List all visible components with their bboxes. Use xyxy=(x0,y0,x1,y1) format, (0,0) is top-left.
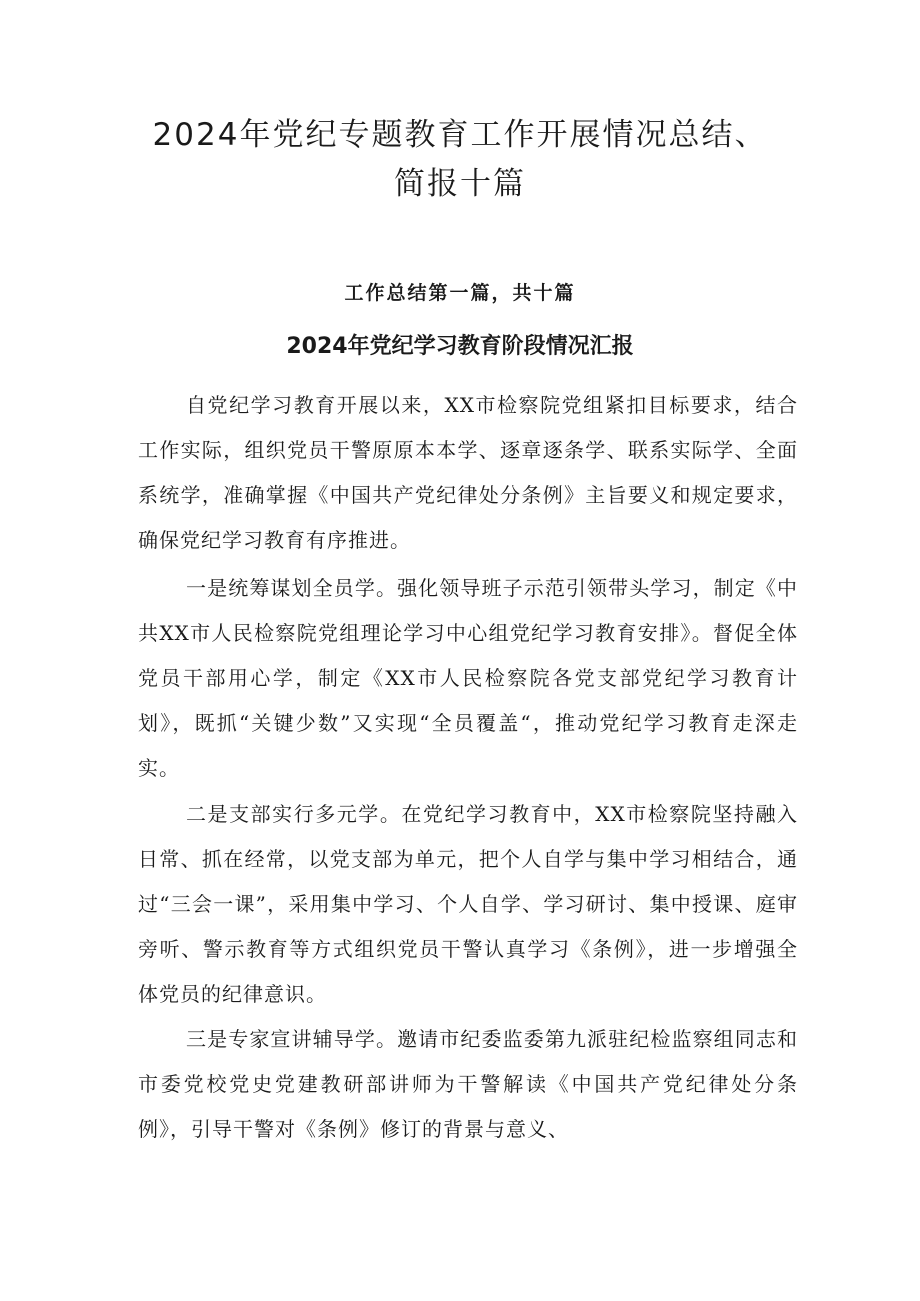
document-title-line-2: 简报十篇 xyxy=(394,166,526,202)
paragraph-point-1: 一是统筹谋划全员学。强化领导班子示范引领带头学习，制定《中共XX市人民检察院党组理论学习中心组党纪学习教育安排》。督促全体党员干部用心学，制定《XX市人民检察院各党支部党纪学习教育计划》，既抓“关键少数”又实现“全员覆盖“，推动党纪学习教育走深走实。 xyxy=(138,576,798,780)
paragraph-point-2: 二是支部实行多元学。在党纪学习教育中，XX市检察院坚持融入日常、抓在经常，以党支部为单元，把个人自学与集中学习相结合，通过“三会一课”，采用集中学习、个人自学、学习研讨、集中授课、庭审旁听、警示教育等方式组织党员干警认真学习《条例》，进一步增强全体党员的纪律意识。 xyxy=(138,802,798,1006)
report-title: 2024年党纪学习教育阶段情况汇报 xyxy=(286,334,634,359)
paragraph-point-3: 三是专家宣讲辅导学。邀请市纪委监委第九派驻纪检监察组同志和市委党校党史党建教研部讲师为干警解读《中国共产党纪律处分条例》，引导干警对《条例》修订的背景与意义、 xyxy=(138,1027,798,1141)
section-heading: 工作总结第一篇，共十篇 xyxy=(344,282,576,304)
paragraph-intro: 自党纪学习教育开展以来，XX市检察院党组紧扣目标要求，结合工作实际，组织党员干警原原本本学、逐章逐条学、联系实际学、全面系统学，准确掌握《中国共产党纪律处分条例》主旨要义和规定要求，确保党纪学习教育有序推进。 xyxy=(138,393,798,552)
document-title-line-1: 2024年党纪专题教育工作开展情况总结、 xyxy=(152,117,768,153)
